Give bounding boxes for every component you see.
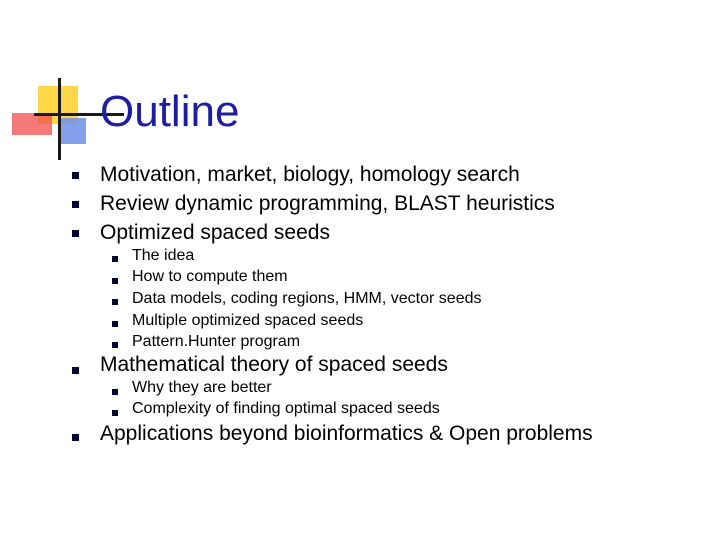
sub-item-multiple-seeds: Multiple optimized spaced seeds	[132, 312, 364, 329]
sub-bullet-icon	[112, 256, 118, 262]
logo-blue-square	[60, 118, 86, 144]
sub-bullet-icon	[112, 410, 118, 416]
sub-bullet-icon	[112, 299, 118, 305]
sub-item-data-models: Data models, coding regions, HMM, vector seeds	[132, 290, 482, 307]
sub-bullet-icon	[112, 278, 118, 284]
bullet-icon	[72, 434, 79, 441]
bullet-icon	[72, 367, 79, 374]
logo-vertical-line	[58, 78, 61, 160]
outline-item-applications: Applications beyond bioinformatics & Open problems	[100, 422, 593, 445]
logo-red-bar	[12, 113, 52, 135]
sub-bullet-icon	[112, 321, 118, 327]
slide-title: Outline	[100, 87, 240, 136]
bullet-icon	[72, 230, 79, 237]
sub-item-how-to-compute: How to compute them	[132, 268, 288, 285]
sub-item-complexity: Complexity of finding optimal spaced seeds	[132, 400, 440, 417]
sub-item-the-idea: The idea	[132, 247, 195, 264]
sub-item-patternhunter: Pattern.Hunter program	[132, 333, 301, 350]
outline-item-motivation: Motivation, market, biology, homology search	[100, 163, 520, 186]
outline-item-math-theory: Mathematical theory of spaced seeds	[100, 353, 448, 376]
bullet-icon	[72, 201, 79, 208]
sub-bullet-icon	[112, 389, 118, 395]
outline-item-review: Review dynamic programming, BLAST heuristics	[100, 192, 555, 215]
sub-bullet-icon	[112, 342, 118, 348]
sub-item-why-better: Why they are better	[132, 379, 272, 396]
outline-item-optimized-seeds: Optimized spaced seeds	[100, 221, 330, 244]
bullet-icon	[72, 172, 79, 179]
